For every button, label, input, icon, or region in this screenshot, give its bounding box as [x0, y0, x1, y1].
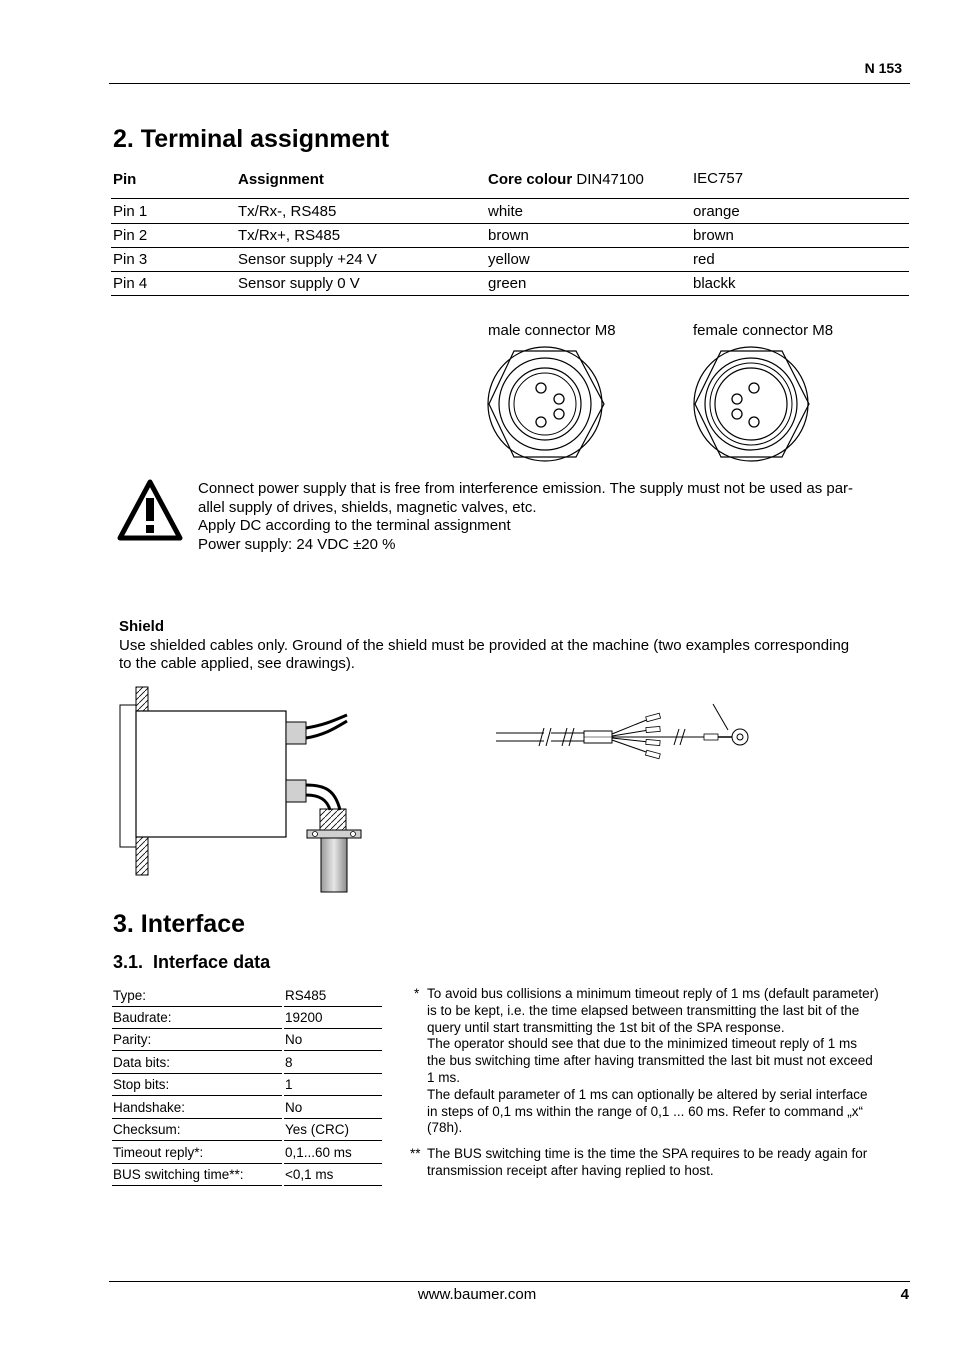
footnote-line: is to be kept, i.e. the time elapsed between transmitting the last bit of the: [427, 1002, 860, 1018]
cell-assignment: Sensor supply 0 V: [238, 275, 360, 292]
row-key: BUS switching time**:: [113, 1167, 244, 1182]
shield-grounding-drawing-housing: [115, 685, 370, 895]
row-rule: [112, 1163, 282, 1164]
footnote-bus-switching: [410, 1146, 920, 1180]
row-rule: [111, 295, 909, 296]
row-value: RS485: [285, 988, 327, 1003]
row-key: Timeout reply*:: [113, 1145, 204, 1160]
warning-line: Connect power supply that is free from interference emission. The supply must not be used as par-: [198, 480, 854, 497]
section-title-terminal-assignment: 2. Terminal assignment: [113, 125, 390, 153]
row-rule: [112, 1073, 282, 1074]
warning-line: allel supply of drives, shields, magnetic valves, etc.: [198, 498, 537, 516]
row-value: 19200: [285, 1010, 323, 1025]
row-key: Data bits:: [113, 1055, 171, 1070]
footnote-timeout: [410, 986, 920, 1137]
row-key: Stop bits:: [113, 1077, 170, 1092]
row-key: Type:: [113, 988, 147, 1003]
row-rule: [112, 1050, 282, 1051]
cell-pin: Pin 3: [113, 251, 148, 268]
row-value: <0,1 ms: [285, 1167, 334, 1182]
row-value: 0,1...60 ms: [285, 1145, 352, 1160]
cell-pin: Pin 1: [113, 203, 148, 220]
cell-pin: Pin 2: [113, 227, 148, 244]
row-key: Checksum:: [113, 1122, 181, 1137]
col-header-assignment: Assignment: [238, 171, 324, 188]
male-connector-label: male connector M8: [488, 322, 616, 339]
footnote-line: The operator should see that due to the minimized timeout reply of 1 ms: [427, 1036, 857, 1052]
header-rule: [109, 83, 910, 84]
col-header-core-colour: [488, 171, 644, 188]
row-rule: [112, 1118, 282, 1119]
cell-din: white: [488, 203, 524, 220]
interface-footnotes: [410, 986, 920, 1180]
cell-din: brown: [488, 227, 529, 244]
cell-din: green: [488, 275, 527, 292]
cell-assignment: Sensor supply +24 V: [238, 251, 377, 268]
footnote-line: the bus switching time after having transmitted the last bit must not exceed: [427, 1053, 873, 1069]
row-rule: [112, 1140, 282, 1141]
row-rule: [284, 1095, 382, 1096]
footnote-line: The default parameter of 1 ms can optionally be altered by serial interface: [427, 1086, 868, 1102]
female-connector-m8-drawing: [691, 344, 813, 464]
core-colour-label: Core colour: [488, 171, 573, 188]
power-supply-warning: [198, 480, 910, 554]
table-header-rule: [111, 198, 909, 199]
row-rule: [112, 1095, 282, 1096]
row-rule: [112, 1185, 282, 1186]
footer-rule: [109, 1281, 910, 1282]
shield-line: to the cable applied, see drawings).: [119, 655, 355, 672]
row-rule: [284, 1140, 382, 1141]
core-colour-standard: DIN47100: [576, 171, 644, 188]
footnote-marker: *: [414, 986, 420, 1001]
page-number: 4: [900, 1286, 909, 1303]
footnote-line: To avoid bus collisions a minimum timeout reply of 1 ms (default parameter): [427, 986, 879, 1001]
row-rule: [111, 223, 909, 224]
footnote-line: in steps of 0,1 ms within the range of 0,1 ... 60 ms. Refer to command „x“: [427, 1103, 863, 1119]
subsection-number: 3.1.: [113, 952, 144, 972]
row-rule: [284, 1185, 382, 1186]
row-key: Baudrate:: [113, 1010, 172, 1025]
row-rule: [284, 1163, 382, 1164]
footnote-marker: **: [410, 1146, 421, 1162]
row-value: No: [285, 1100, 303, 1115]
shield-line: Use shielded cables only. Ground of the shield must be provided at the machine (two examples corresponding: [119, 636, 850, 654]
row-value: 8: [285, 1055, 293, 1070]
cell-pin: Pin 4: [113, 275, 148, 292]
warning-triangle-icon: [117, 479, 183, 541]
footnote-line: query until start transmitting the 1st bit of the SPA response.: [427, 1019, 785, 1035]
footnote-line: 1 ms.: [427, 1069, 461, 1085]
row-rule: [284, 1050, 382, 1051]
subsection-title-interface-data: [113, 952, 270, 973]
cell-iec: orange: [693, 203, 740, 220]
row-rule: [284, 1118, 382, 1119]
footnote-line: The BUS switching time is the time the SPA requires to be ready again for: [427, 1146, 868, 1162]
col-header-pin: Pin: [113, 171, 137, 188]
shield-block: [119, 618, 919, 674]
cell-iec: blackk: [693, 275, 736, 292]
row-value: Yes (CRC): [285, 1122, 350, 1137]
subsection-label: Interface data: [153, 952, 271, 972]
cell-din: yellow: [488, 251, 530, 268]
shield-title: Shield: [119, 618, 165, 635]
row-rule: [284, 1006, 382, 1007]
female-connector-label: female connector M8: [693, 322, 834, 339]
warning-line: Apply DC according to the terminal assignment: [198, 517, 511, 534]
footer-website-link[interactable]: www.baumer.com: [417, 1286, 537, 1303]
cell-assignment: Tx/Rx+, RS485: [238, 227, 341, 244]
row-value: No: [285, 1032, 303, 1047]
row-rule: [112, 1006, 282, 1007]
footnote-line: (78h).: [427, 1120, 463, 1136]
footnote-line: transmission receipt after having replied to host.: [427, 1162, 714, 1178]
shield-grounding-drawing-cable: [494, 700, 759, 770]
warning-line: Power supply: 24 VDC ±20 %: [198, 535, 396, 553]
row-value: 1: [285, 1077, 293, 1092]
col-header-iec: IEC757: [693, 170, 744, 187]
row-rule: [284, 1028, 382, 1029]
row-key: Parity:: [113, 1032, 152, 1047]
section-title-interface: 3. Interface: [113, 910, 246, 938]
cell-assignment: Tx/Rx-, RS485: [238, 203, 337, 220]
male-connector-m8-drawing: [486, 344, 608, 464]
row-rule: [111, 247, 909, 248]
row-rule: [112, 1028, 282, 1029]
row-rule: [284, 1073, 382, 1074]
cell-iec: brown: [693, 227, 734, 244]
cell-iec: red: [693, 251, 715, 268]
document-code: N 153: [864, 60, 902, 76]
row-key: Handshake:: [113, 1100, 186, 1115]
row-rule: [111, 271, 909, 272]
